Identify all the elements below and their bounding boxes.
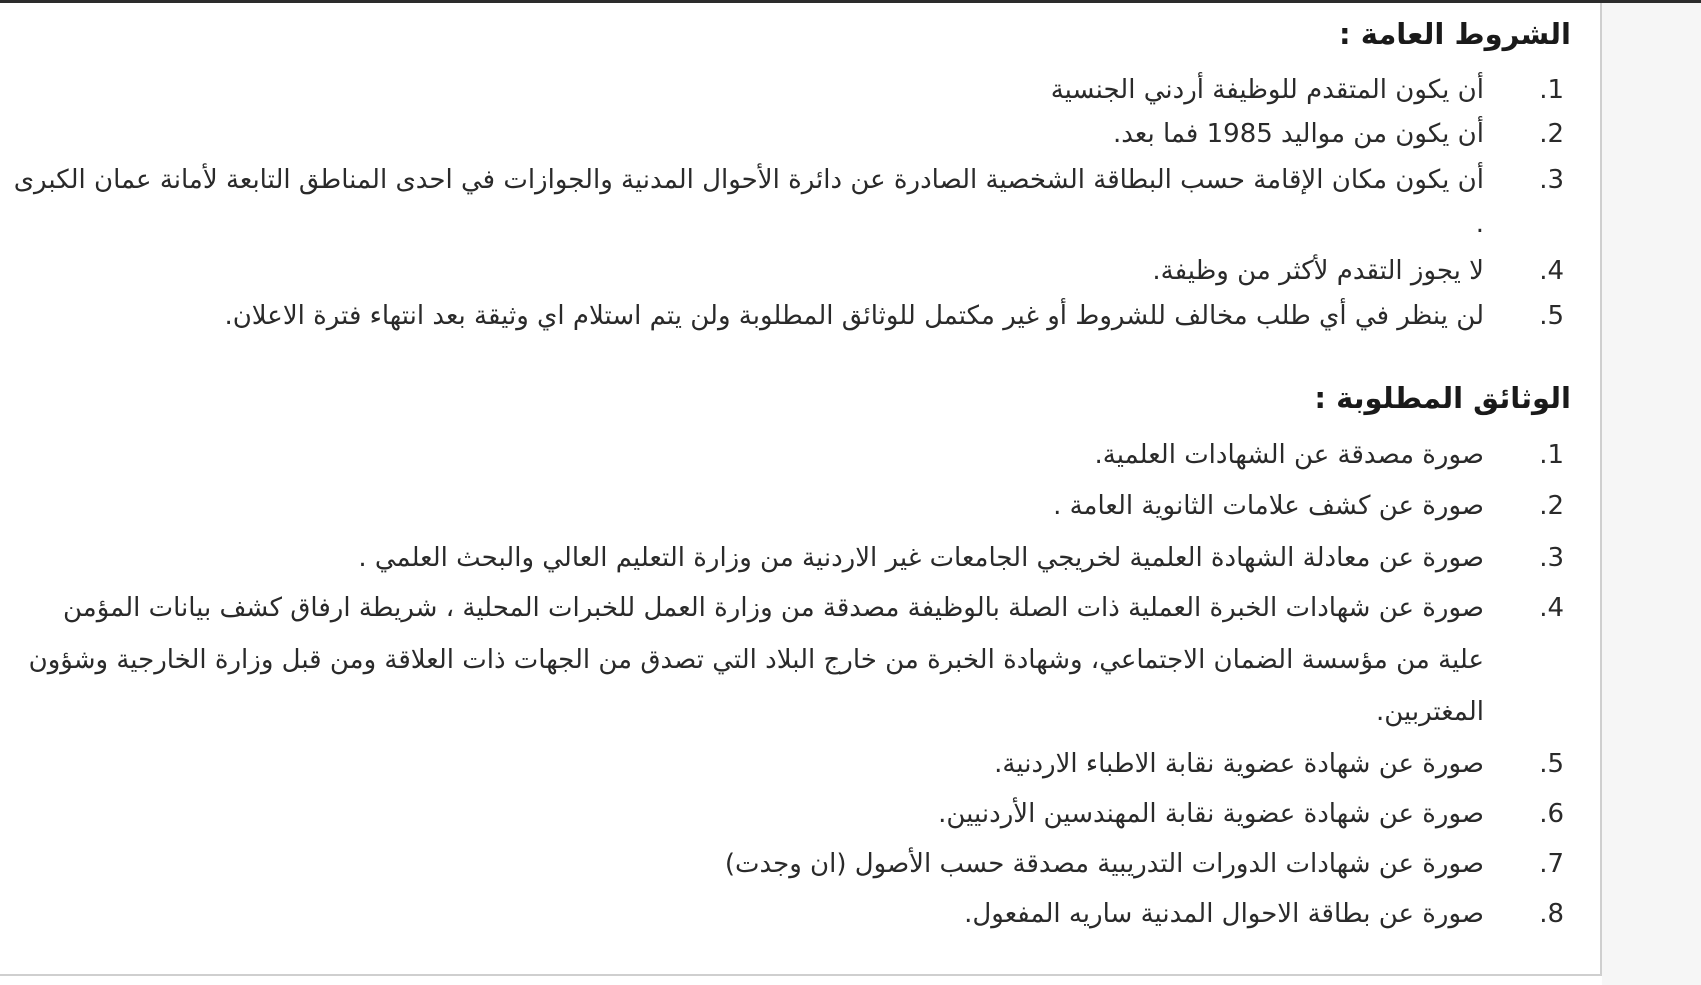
item-number: .3 xyxy=(1539,165,1564,195)
item-text: صورة عن شهادات الدورات التدريبية مصدقة حسب الأصول (ان وجدت) xyxy=(724,849,1484,879)
item-number: .6 xyxy=(1539,799,1564,829)
item-number: .1 xyxy=(1539,440,1564,470)
general-conditions-heading: الشروط العامة : xyxy=(1339,17,1571,51)
item-text: صورة عن شهادة عضوية نقابة المهندسين الأردنيين. xyxy=(938,799,1484,829)
item-number: .8 xyxy=(1539,899,1564,929)
document-item-2 xyxy=(5,480,1600,532)
item-text: صورة عن شهادة عضوية نقابة الاطباء الاردنية. xyxy=(994,749,1484,779)
item-text: أن يكون مكان الإقامة حسب البطاقة الشخصية الصادرة عن دائرة الأحوال المدنية والجوازات في احدى المناطق التابعة لأمانة عمان الكبرى . xyxy=(13,165,1484,239)
condition-item-1 xyxy=(5,68,1600,112)
item-number: .2 xyxy=(1539,491,1564,521)
item-text: صورة عن بطاقة الاحوال المدنية ساريه المفعول. xyxy=(964,899,1484,929)
item-text: صورة عن معادلة الشهادة العلمية لخريجي الجامعات غير الاردنية من وزارة التعليم العالي والبحث العلمي . xyxy=(358,543,1484,573)
item-number: .4 xyxy=(1539,256,1564,286)
condition-item-2 xyxy=(5,112,1600,156)
item-number: .1 xyxy=(1539,75,1564,105)
document-item-7 xyxy=(5,838,1600,890)
item-number: .2 xyxy=(1539,119,1564,149)
item-text: أن يكون من مواليد 1985 فما بعد. xyxy=(1113,119,1484,149)
item-text: صورة مصدقة عن الشهادات العلمية. xyxy=(1094,440,1484,470)
condition-item-5 xyxy=(5,294,1600,338)
item-text: أن يكون المتقدم للوظيفة أردني الجنسية xyxy=(1050,75,1484,105)
document-bottom-edge xyxy=(0,974,1602,976)
item-text: صورة عن شهادات الخبرة العملية ذات الصلة بالوظيفة مصدقة من وزارة العمل للخبرات المحلية ، شريطة ارفاق كشف بيانات المؤمن علية من مؤسسة الضمان الاجتماعي، وشهادة الخبرة من خارج البلاد التي تصدق من الجهات ذات العلاقة ومن قبل وزارة الخارجية وشؤون المغتربين. xyxy=(28,593,1484,727)
item-number: .7 xyxy=(1539,849,1564,879)
document-item-6 xyxy=(5,788,1600,840)
item-text: صورة عن كشف علامات الثانوية العامة . xyxy=(1053,491,1484,521)
document-item-8 xyxy=(5,888,1600,940)
required-documents-heading: الوثائق المطلوبة : xyxy=(1314,381,1571,415)
condition-item-3 xyxy=(5,158,1600,246)
document-right-edge xyxy=(1600,3,1602,975)
document-item-1 xyxy=(5,429,1600,481)
item-number: .4 xyxy=(1539,593,1564,623)
document-item-4 xyxy=(5,582,1600,738)
right-margin-panel xyxy=(1602,3,1701,985)
item-number: .3 xyxy=(1539,543,1564,573)
item-number: .5 xyxy=(1539,749,1564,779)
document-item-5 xyxy=(5,738,1600,790)
document-item-3 xyxy=(5,532,1600,584)
item-text: لن ينظر في أي طلب مخالف للشروط أو غير مكتمل للوثائق المطلوبة ولن يتم استلام اي وثيقة بعد انتهاء فترة الاعلان. xyxy=(224,301,1484,331)
item-text: لا يجوز التقدم لأكثر من وظيفة. xyxy=(1152,256,1484,286)
item-number: .5 xyxy=(1539,301,1564,331)
condition-item-4 xyxy=(5,249,1600,293)
